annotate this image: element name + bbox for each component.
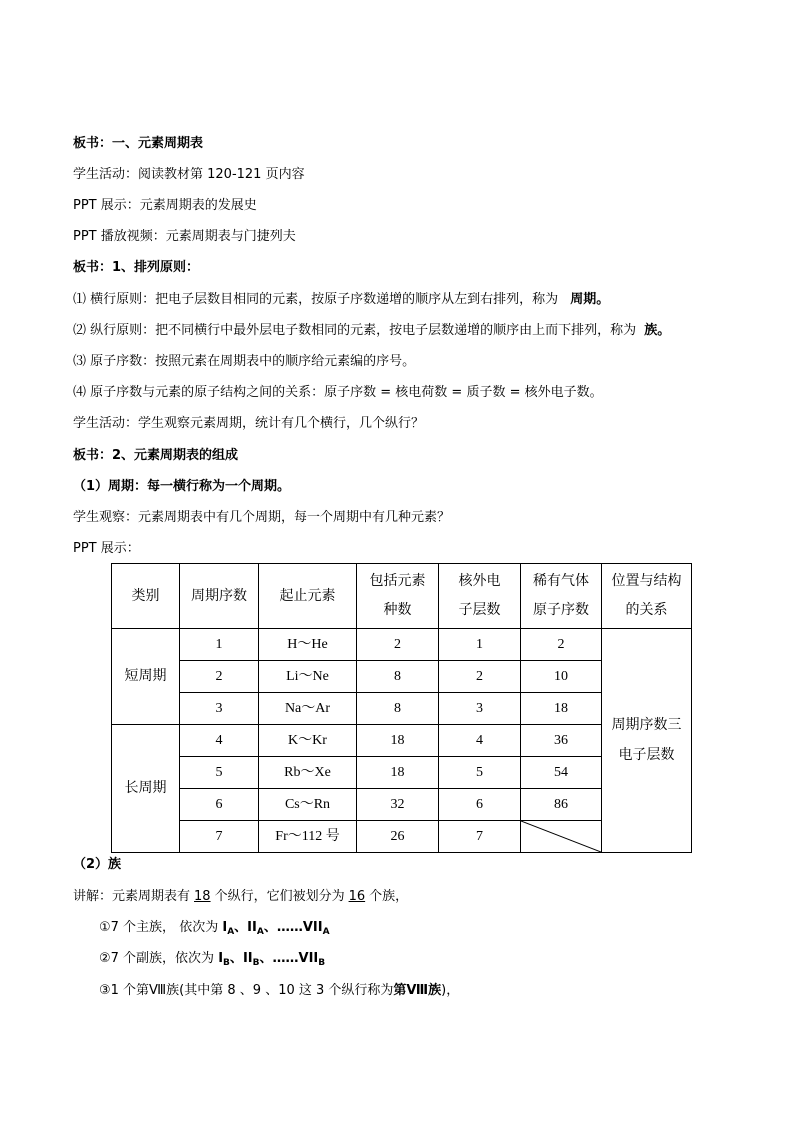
cell-period: 3	[180, 693, 259, 725]
board-heading-periodic-table: 板书：一、元素周期表	[73, 136, 204, 151]
cell-count: 18	[357, 725, 439, 757]
group-term: 族。	[644, 323, 671, 338]
group-long-period: 长周期	[112, 725, 180, 853]
main-groups-text: ①7 个主族， 依次为	[99, 920, 219, 935]
student-observe-periods: 学生观察：元素周期表中有几个周期，每一个周期中有几种元素？	[73, 510, 451, 525]
period-table	[111, 563, 692, 853]
header-category: 类别	[112, 564, 180, 629]
explanation-prefix: 讲解：元素周期表有	[73, 889, 191, 904]
header-electron-shells: 核外电 子层数	[439, 564, 521, 629]
main-group-list: $I_A$、$II_A$、$\dots\dots VII_A$	[222, 920, 330, 937]
diagonal-line-icon	[521, 821, 601, 852]
group-viii-text: ③1 个第Ⅷ族(其中第 8 、9 、10 这 3 个纵行称为	[99, 983, 394, 998]
cell-count: 2	[357, 629, 439, 661]
ppt-history: PPT 展示：元素周期表的发展史	[73, 198, 257, 213]
cell-range: Rb～Xe	[259, 757, 357, 789]
cell-shells: 4	[439, 725, 521, 757]
cell-count: 26	[357, 821, 439, 853]
group-viii-suffix: )，	[441, 983, 460, 998]
cell-period: 7	[180, 821, 259, 853]
cell-noble: 10	[521, 661, 602, 693]
board-arrangement-principles: 板书：1、排列原则：	[73, 260, 200, 275]
group-section-heading: （2）族	[73, 857, 122, 872]
cell-shells: 3	[439, 693, 521, 725]
student-activity-observe: 学生活动：学生观察元素周期，统计有几个横行，几个纵行？	[73, 416, 425, 431]
sub-groups-text: ②7 个副族，依次为	[99, 951, 215, 966]
column-count: 18	[194, 889, 211, 904]
header-period-number: 周期序数	[180, 564, 259, 629]
header-start-end-elements: 起止元素	[259, 564, 357, 629]
principle-horizontal-text: ⑴ 横行原则：把电子层数目相同的元素，按原子序数递增的顺序从左到右排列，称为	[73, 292, 559, 307]
relation-line-1: 周期序数三	[611, 717, 682, 733]
cell-count: 8	[357, 661, 439, 693]
period-definition: （1）周期：每一横行称为一个周期。	[73, 479, 291, 494]
period-term: 周期。	[570, 292, 610, 307]
cell-count: 32	[357, 789, 439, 821]
principle-relationship: ⑷ 原子序数与元素的原子结构之间的关系：原子序数 = 核电荷数 = 质子数 = 核外电子数。	[73, 385, 603, 400]
cell-noble: 18	[521, 693, 602, 725]
cell-range: Na～Ar	[259, 693, 357, 725]
cell-period: 5	[180, 757, 259, 789]
cell-period: 1	[180, 629, 259, 661]
cell-shells: 7	[439, 821, 521, 853]
cell-period: 2	[180, 661, 259, 693]
relation-cell	[602, 629, 692, 853]
cell-count: 8	[357, 693, 439, 725]
cell-shells: 6	[439, 789, 521, 821]
cell-period: 6	[180, 789, 259, 821]
student-activity-reading: 学生活动：阅读教材第 120-121 页内容	[73, 167, 305, 182]
cell-range: Fr～112 号	[259, 821, 357, 853]
cell-count: 18	[357, 757, 439, 789]
sub-groups	[99, 950, 325, 968]
cell-noble: 86	[521, 789, 602, 821]
cell-range: K～Kr	[259, 725, 357, 757]
ppt-video: PPT 播放视频：元素周期表与门捷列夫	[73, 229, 296, 244]
cell-shells: 5	[439, 757, 521, 789]
group-short-period: 短周期	[112, 629, 180, 725]
cell-noble: 2	[521, 629, 602, 661]
sub-group-list: $I_B$、$II_B$、$\dots\dots VII_B$	[218, 951, 326, 968]
cell-noble: 54	[521, 757, 602, 789]
cell-period: 4	[180, 725, 259, 757]
header-noble-gas-number: 稀有气体 原子序数	[521, 564, 602, 629]
cell-noble: 36	[521, 725, 602, 757]
table-row	[112, 629, 692, 661]
cell-shells: 2	[439, 661, 521, 693]
explanation-suffix: 个族，	[369, 889, 409, 904]
table-header-row	[112, 564, 692, 629]
group-viii	[99, 982, 459, 1000]
header-position-structure: 位置与结构 的关系	[602, 564, 692, 629]
cell-noble-empty-diagonal	[521, 821, 602, 853]
cell-range: Li～Ne	[259, 661, 357, 693]
board-composition: 板书：2、元素周期表的组成	[73, 448, 239, 463]
group-viii-term: 第Ⅷ族	[393, 983, 442, 998]
explanation-middle: 个纵行，它们被划分为	[214, 889, 345, 904]
cell-range: Cs～Rn	[259, 789, 357, 821]
ppt-show-label: PPT 展示：	[73, 541, 140, 556]
group-count: 16	[348, 889, 366, 904]
principle-vertical	[73, 322, 670, 340]
principle-vertical-text: ⑵ 纵行原则：把不同横行中最外层电子数相同的元素，按电子层数递增的顺序由上而下排列，称为	[73, 323, 637, 338]
header-element-count: 包括元素 种数	[357, 564, 439, 629]
main-groups	[99, 919, 330, 937]
principle-horizontal	[73, 291, 609, 309]
principle-atomic-number: ⑶ 原子序数：按照元素在周期表中的顺序给元素编的序号。	[73, 354, 416, 369]
relation-line-2: 电子层数	[618, 747, 675, 763]
explanation-columns	[73, 888, 408, 906]
cell-shells: 1	[439, 629, 521, 661]
cell-range: H～He	[259, 629, 357, 661]
